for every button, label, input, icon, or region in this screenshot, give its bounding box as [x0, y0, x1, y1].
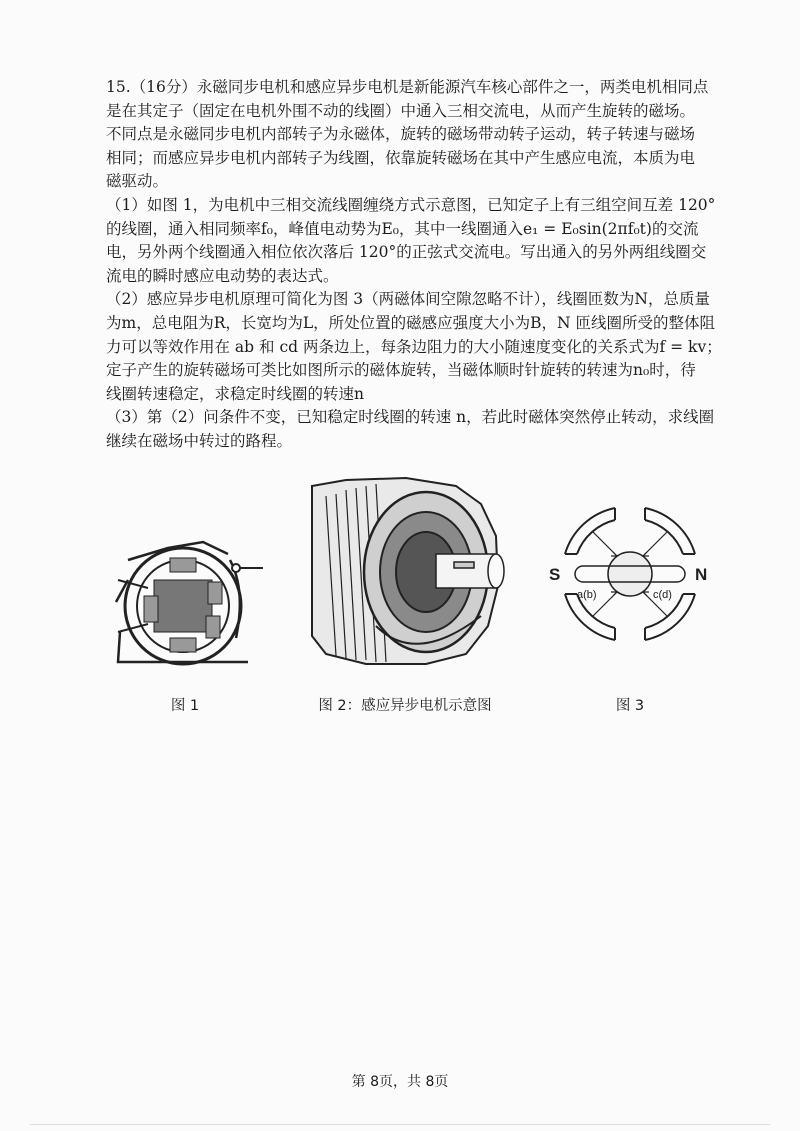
- part-1-line: 流电的瞬时感应电动势的表达式。: [106, 266, 339, 285]
- page-footer: 第 8页，共 8页: [351, 1074, 449, 1090]
- figure-2-motor-illustration: [306, 476, 516, 666]
- figure-3-caption: 图 3: [615, 698, 645, 714]
- question-line: 磁驱动。: [106, 172, 169, 191]
- question-line: 是在其定子（固定在电机外围不动的线圈）中通入三相交流电，从而产生旋转的磁场。: [106, 101, 696, 120]
- magnet-s-pole-label: S: [549, 565, 561, 584]
- part-3-line: （3）第（2）问条件不变，已知稳定时线圈的转速 n，若此时磁体突然停止转动，求线圈: [106, 408, 715, 427]
- part-2-line: 定子产生的旋转磁场可类比如图所示的磁体旋转，当磁体顺时针旋转的转速为n₀时，待: [106, 361, 696, 380]
- coil-side-ab-label: a(b): [577, 589, 597, 601]
- question-line: 不同点是永磁同步电机内部转子为永磁体，旋转的磁场带动转子运动，转子转速与磁场: [106, 125, 696, 144]
- part-2-line: （2）感应异步电机原理可简化为图 3（两磁体间空隙忽略不计），线圈匝数为N，总质量: [106, 290, 710, 309]
- magnet-n-pole-label: N: [695, 565, 708, 584]
- figure-1-caption: 图 1: [170, 698, 200, 714]
- part-2-line: 为m，总电阻为R，长宽均为L，所处位置的磁感应强度大小为B，N 匝线圈所受的整体阻: [106, 313, 716, 332]
- question-15: [106, 76, 722, 454]
- question-line: 相同；而感应异步电机内部转子为线圈，依靠旋转磁场在其中产生感应电流，本质为电: [106, 148, 696, 167]
- figure-3-magnet-coil-diagram: [545, 494, 715, 654]
- part-2-line: 力可以等效作用在 ab 和 cd 两条边上，每条边阻力的大小随速度变化的关系式为f = kv；: [106, 337, 722, 356]
- part-1-line: 的线圈，通入相同频率f₀，峰值电动势为E₀，其中一线圈通入e₁ = E₀sin(2πf₀t)的交流: [106, 219, 699, 238]
- figure-1-winding-diagram: [108, 520, 268, 676]
- part-1-line: （1）如图 1，为电机中三相交流线圈缠绕方式示意图，已知定子上有三组空间互差 120°: [106, 195, 716, 214]
- page-bottom-rule: [30, 1124, 770, 1125]
- question-line: 15.（16分）永磁同步电机和感应异步电机是新能源汽车核心部件之一，两类电机相同点: [106, 78, 709, 96]
- part-3-line: 继续在磁场中转过的路程。: [106, 431, 293, 450]
- part-1-line: 电，另外两个线圈通入相位依次落后 120°的正弦式交流电。写出通入的另外两组线圈交: [106, 243, 707, 262]
- coil-side-cd-label: c(d): [653, 589, 672, 601]
- part-2-line: 线圈转速稳定，求稳定时线圈的转速n: [106, 384, 364, 403]
- figure-2-caption: 图 2：感应异步电机示意图: [318, 698, 492, 714]
